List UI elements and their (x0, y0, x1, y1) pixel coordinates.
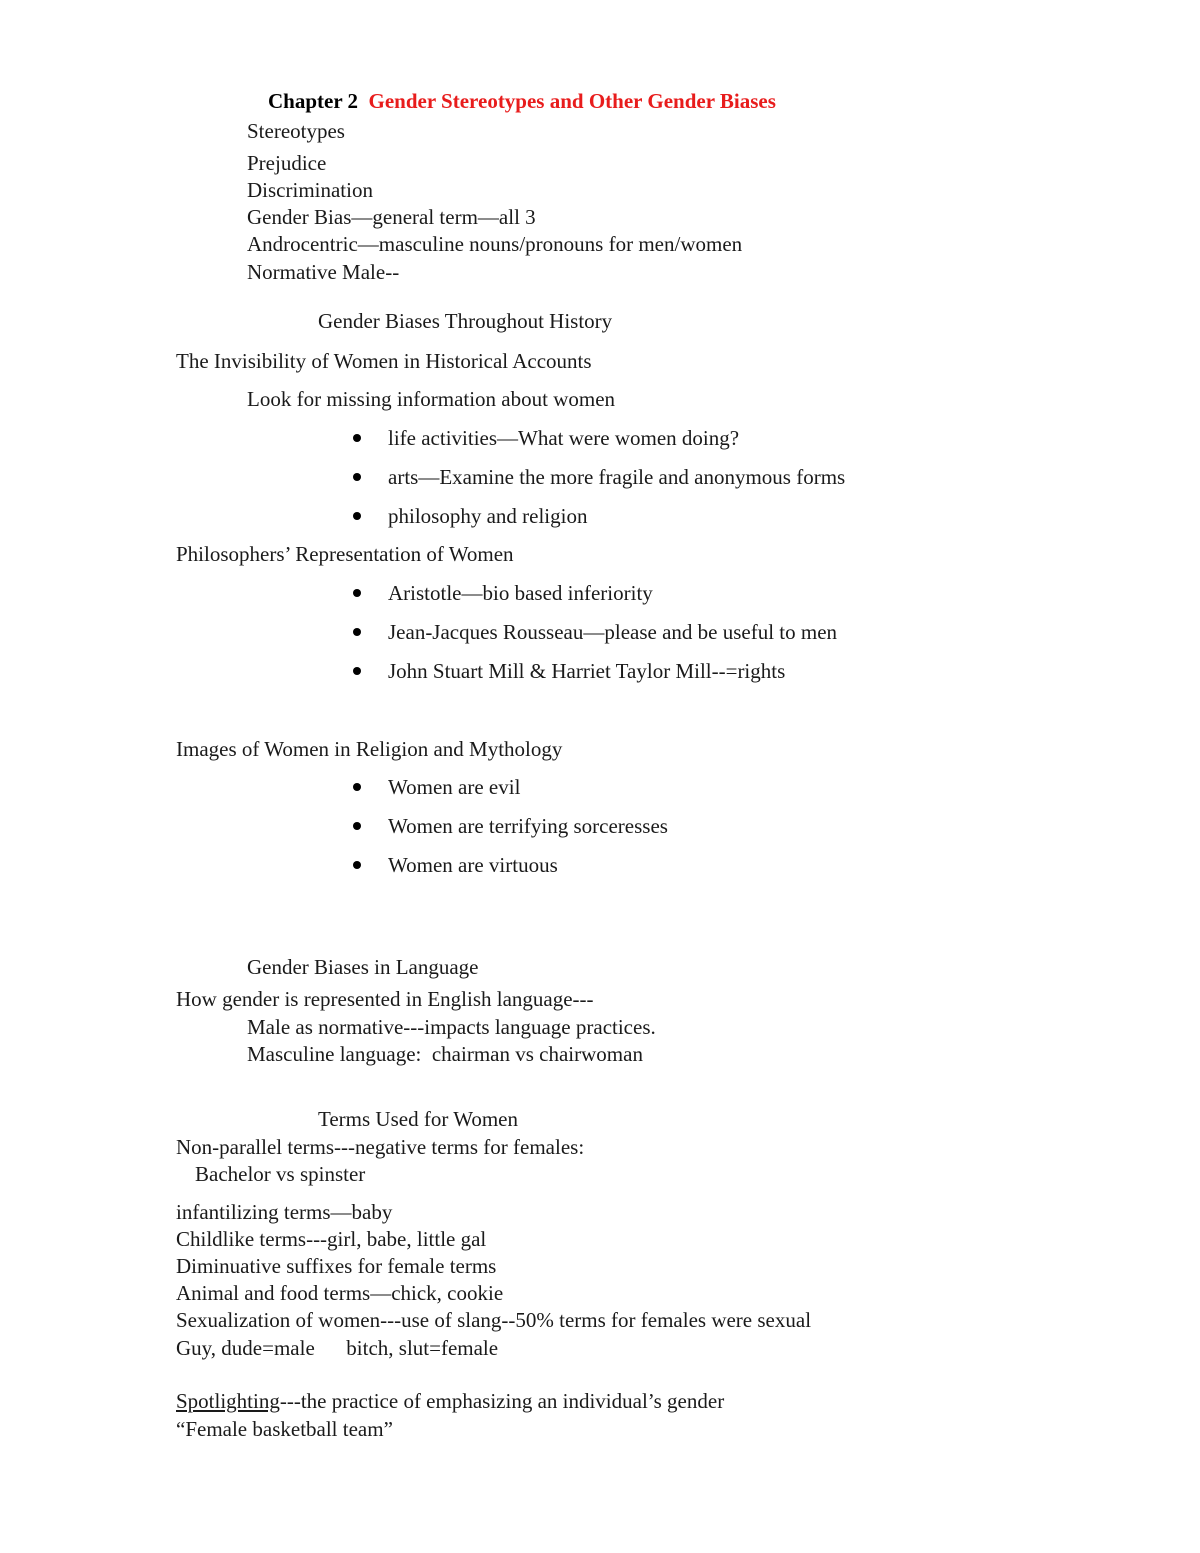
language-intro: How gender is represented in English language--- (176, 987, 594, 1011)
chapter-number: Chapter 2 (268, 89, 359, 113)
term-gender-bias: Gender Bias—general term—all 3 (247, 205, 536, 229)
subsection-heading-religion: Images of Women in Religion and Mythology (176, 737, 563, 761)
subsection-heading-philosophers: Philosophers’ Representation of Women (176, 542, 514, 566)
list-item: philosophy and religion (388, 504, 588, 528)
spotlighting-definition (176, 1391, 724, 1412)
section-heading-history: Gender Biases Throughout History (318, 309, 613, 333)
list-item: arts—Examine the more fragile and anonymous forms (388, 465, 846, 489)
list-item: Women are evil (388, 775, 521, 799)
list-item: John Stuart Mill & Harriet Taylor Mill--=rights (388, 659, 786, 683)
term-discrimination: Discrimination (247, 178, 373, 202)
spotlighting-definition-text: ---the practice of emphasizing an individual’s gender (279, 1389, 725, 1413)
bullet-dot (353, 589, 361, 597)
terms-line: Childlike terms---girl, babe, little gal (176, 1227, 487, 1251)
term-stereotypes: Stereotypes (247, 119, 345, 143)
bullet-dot (353, 861, 361, 869)
bullet-dot (353, 628, 361, 636)
term-prejudice: Prejudice (247, 151, 327, 175)
bullet-dot (353, 434, 361, 442)
list-item: Women are terrifying sorceresses (388, 814, 668, 838)
spotlighting-example: “Female basketball team” (176, 1417, 393, 1441)
list-item: Aristotle—bio based inferiority (388, 581, 653, 605)
terms-line: Diminuative suffixes for female terms (176, 1254, 497, 1278)
list-item: Jean-Jacques Rousseau—please and be useful to men (388, 620, 838, 644)
nonparallel-terms: Non-parallel terms---negative terms for females: (176, 1135, 585, 1159)
terms-line: infantilizing terms—baby (176, 1200, 393, 1224)
terms-line: Sexualization of women---use of slang--50% terms for females were sexual (176, 1308, 812, 1332)
subsection-heading-invisibility: The Invisibility of Women in Historical Accounts (176, 349, 592, 373)
chapter-title-text: Gender Stereotypes and Other Gender Biases (368, 89, 776, 113)
list-item: life activities—What were women doing? (388, 426, 740, 450)
nonparallel-example: Bachelor vs spinster (195, 1162, 366, 1186)
bullet-dot (353, 822, 361, 830)
bullet-dot (353, 783, 361, 791)
term-normative-male: Normative Male-- (247, 260, 400, 284)
terms-line: Animal and food terms—chick, cookie (176, 1281, 504, 1305)
list-item: Women are virtuous (388, 853, 558, 877)
bullet-dot (353, 667, 361, 675)
section-heading-terms: Terms Used for Women (318, 1107, 518, 1131)
term-androcentric: Androcentric—masculine nouns/pronouns for men/women (247, 232, 743, 256)
bullet-dot (353, 512, 361, 520)
section-heading-language: Gender Biases in Language (247, 955, 479, 979)
bullet-dot (353, 473, 361, 481)
spotlighting-term: Spotlighting (176, 1389, 280, 1413)
terms-line: Guy, dude=male bitch, slut=female (176, 1336, 499, 1360)
language-point: Masculine language: chairman vs chairwoman (247, 1042, 643, 1066)
invisibility-subheading: Look for missing information about women (247, 387, 616, 411)
language-point: Male as normative---impacts language practices. (247, 1015, 656, 1039)
